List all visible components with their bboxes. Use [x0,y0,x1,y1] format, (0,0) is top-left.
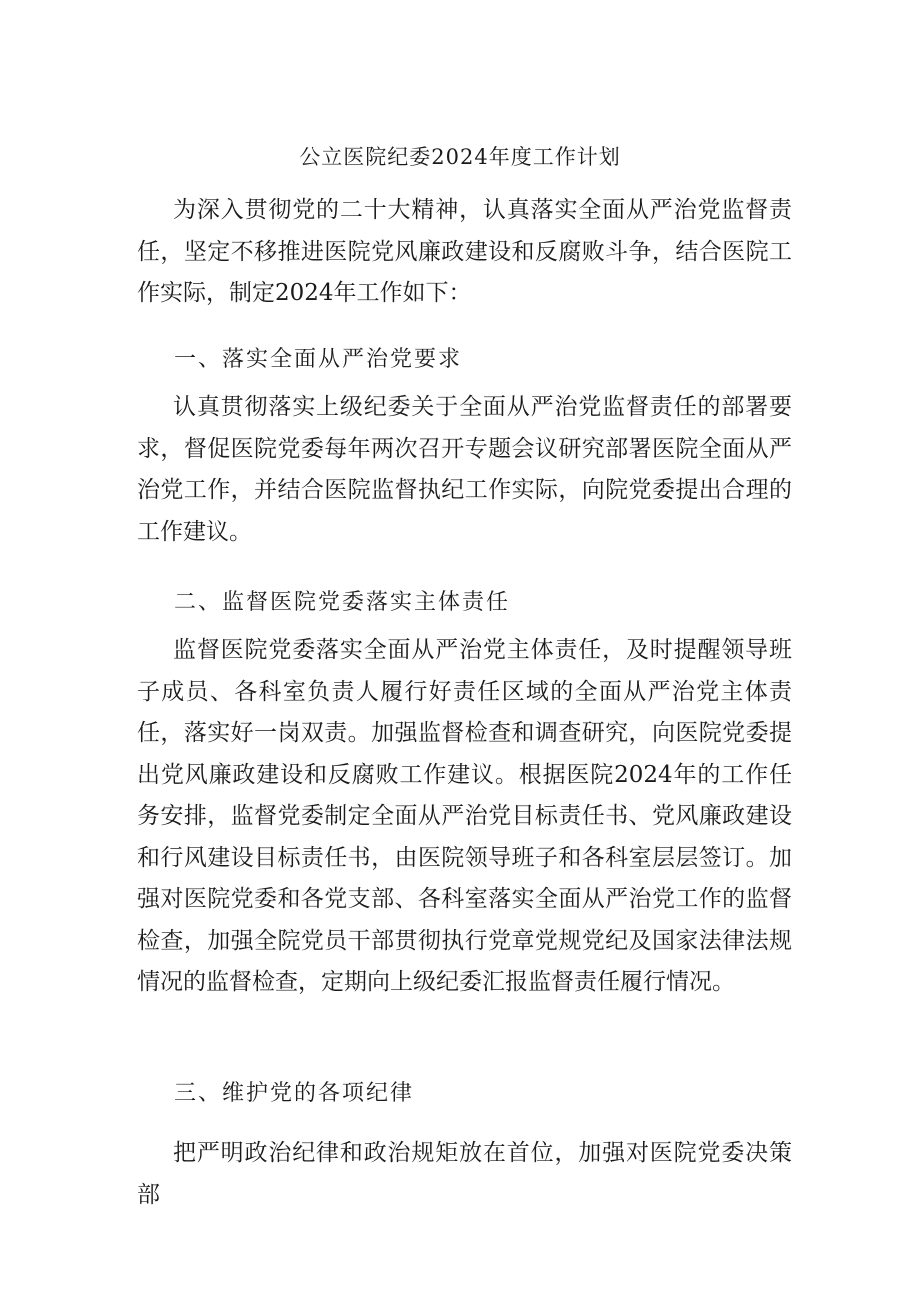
section-3-heading: 三、维护党的各项纪律 [174,1081,415,1106]
section-2-body: 监督医院党委落实全面从严治党主体责任，及时提醒领导班子成员、各科室负责人履行好责任区域的全面从严治党主体责任，落实好一岗双责。加强监督检查和调查研究，向医院党委提出党风廉政建设和反腐败工作建议。根据医院2024年的工作任务安排，监督党委制定全面从严治党目标责任书、党风廉政建设和行风建设目标责任书，由医院领导班子和各科室层层签订。加强对医院党委和各党支部、各科室落实全面从严治党工作的监督检查，加强全院党员干部贯彻执行党章党规党纪及国家法律法规情况的监督检查，定期向上级纪委汇报监督责任履行情况。 [137,637,792,995]
intro-paragraph: 为深入贯彻党的二十大精神，认真落实全面从严治党监督责任，坚定不移推进医院党风廉政建设和反腐败斗争，结合医院工作实际，制定2024年工作如下： [137,197,792,306]
section-2-heading: 二、监督医院党委落实主体责任 [174,590,511,615]
section-3-body: 把严明政治纪律和政治规矩放在首位，加强对医院党委决策部 [137,1140,792,1208]
document-title: 公立医院纪委2024年度工作计划 [299,145,621,169]
section-1-heading: 一、落实全面从严治党要求 [174,347,463,372]
section-1-body: 认真贯彻落实上级纪委关于全面从严治党监督责任的部署要求，督促医院党委每年两次召开专题会议研究部署医院全面从严治党工作，并结合医院监督执纪工作实际，向院党委提出合理的工作建议。 [137,394,792,545]
